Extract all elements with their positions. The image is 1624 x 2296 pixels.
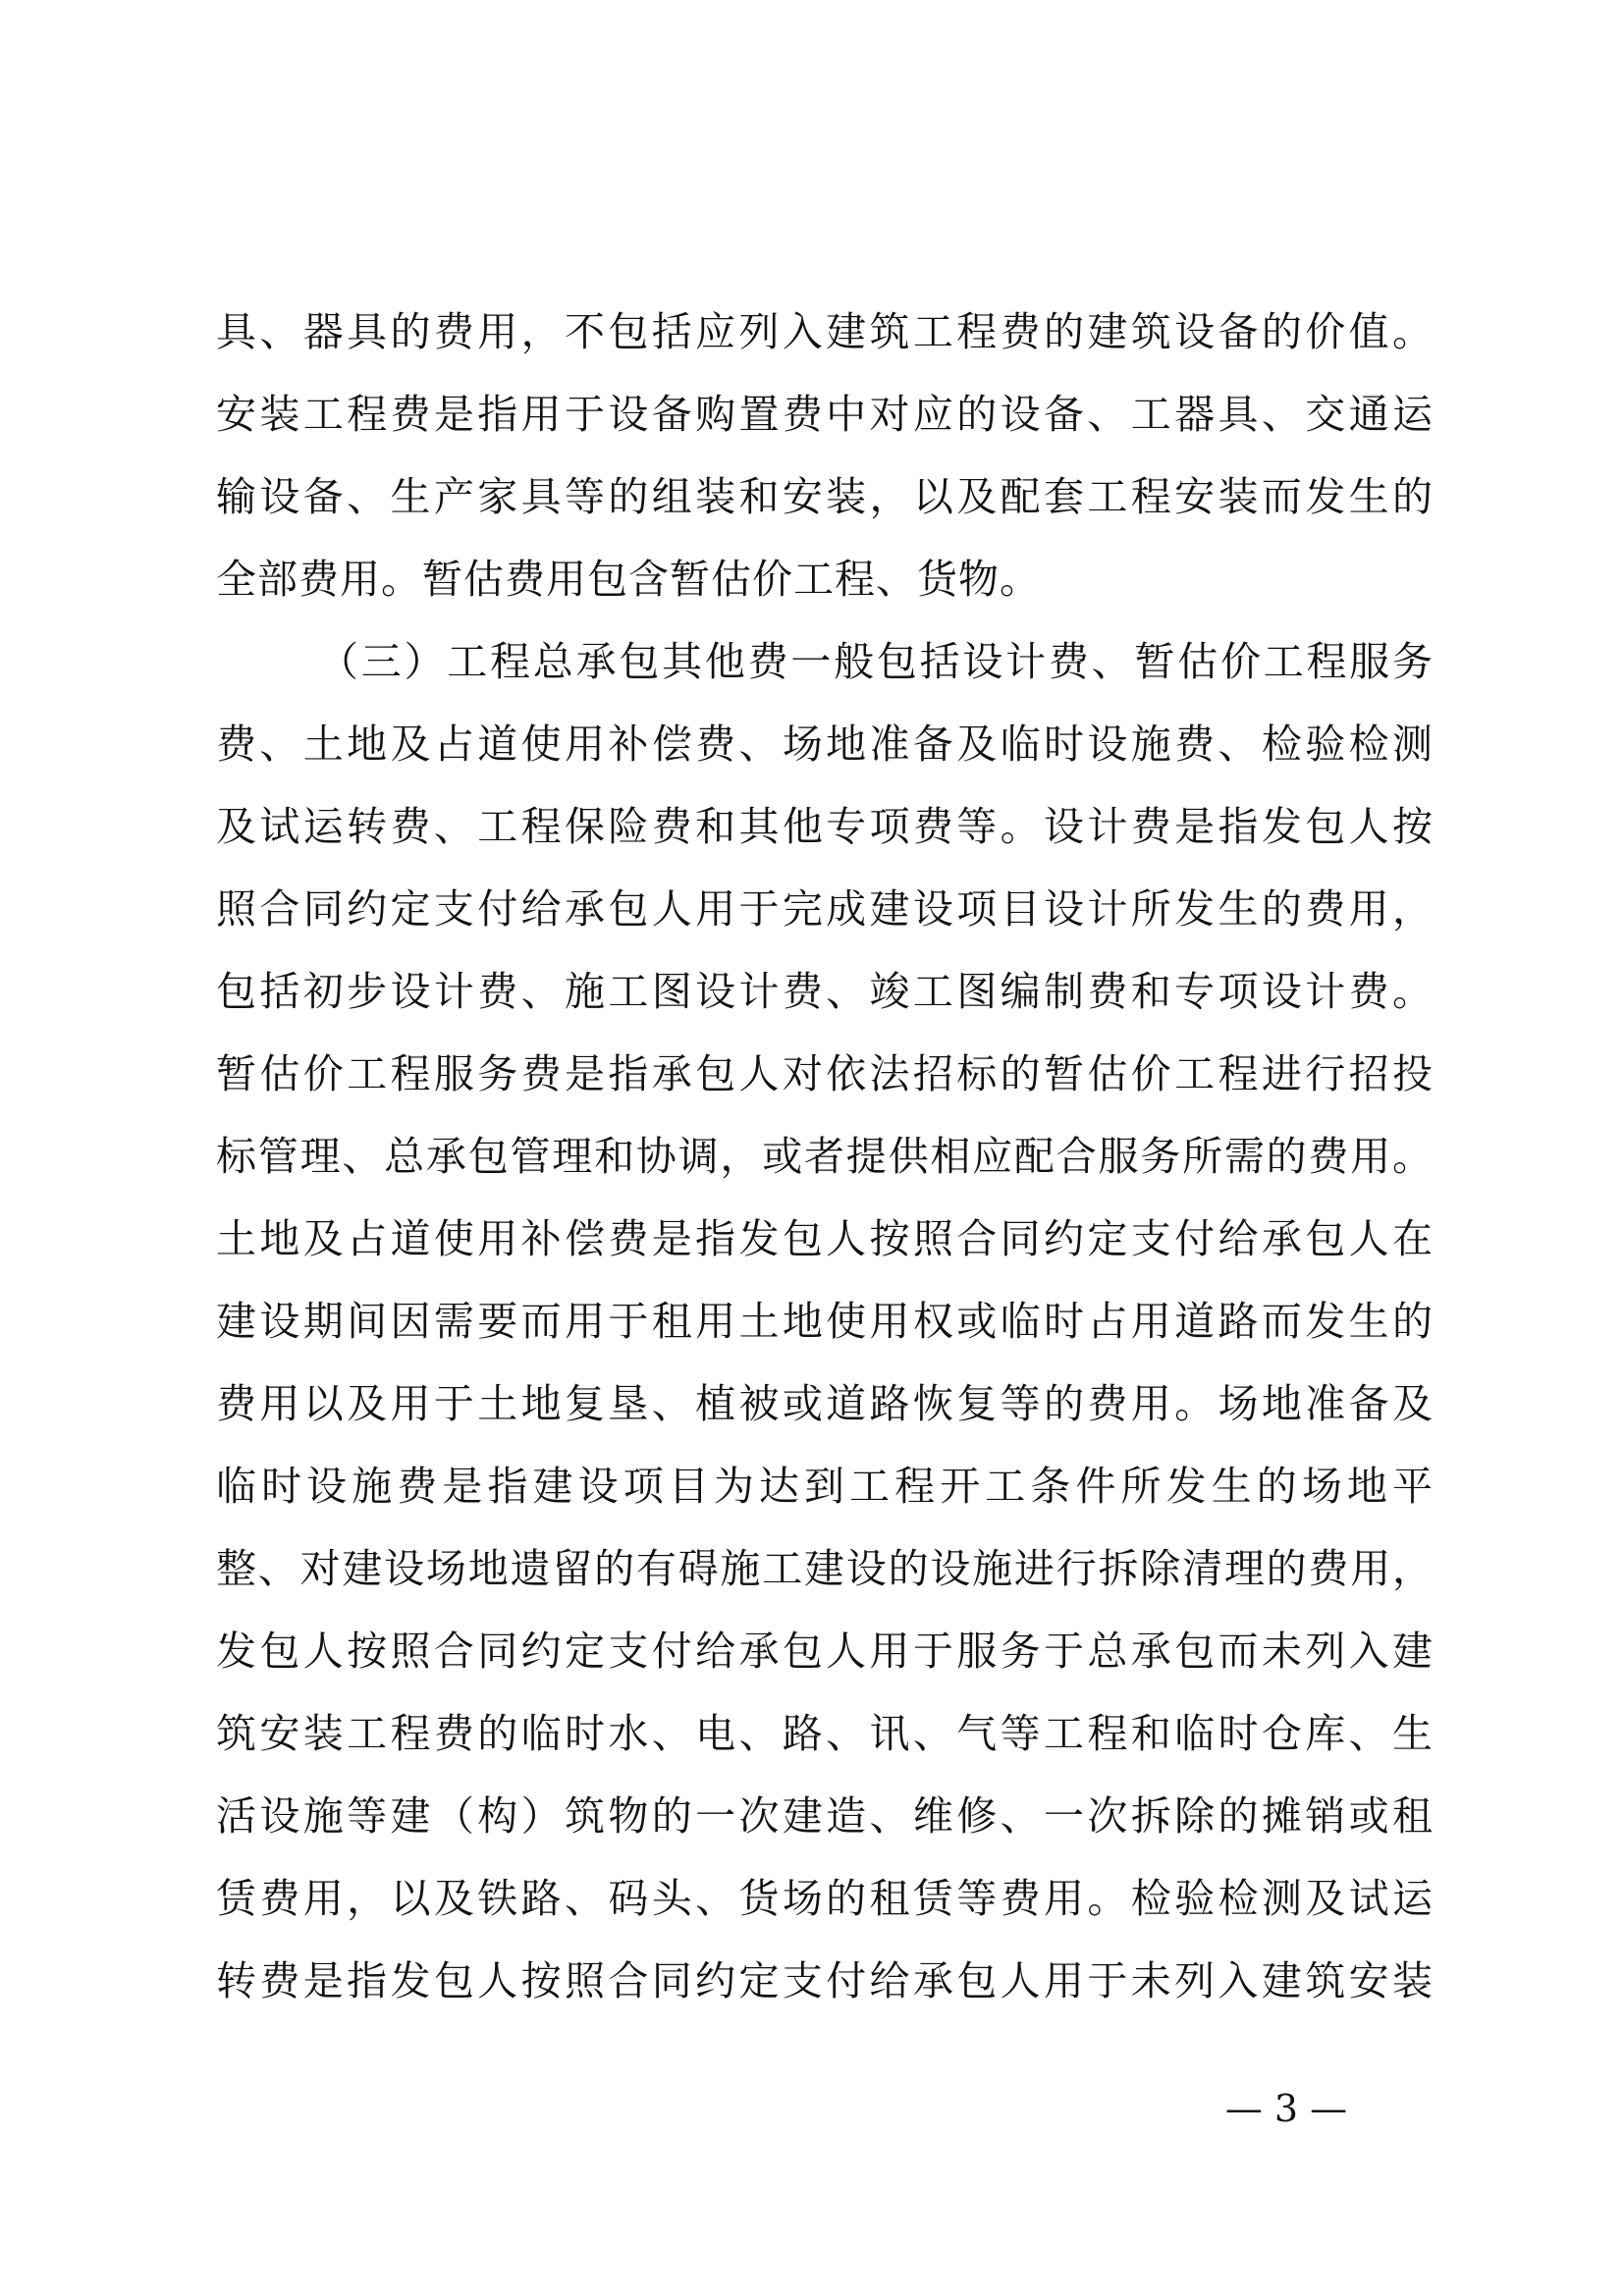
text-line: 安装工程费是指用于设备购置费中对应的设备、工器具、交通运 bbox=[216, 391, 1434, 438]
text-line: 具、器具的费用，不包括应列入建筑工程费的建筑设备的价值。 bbox=[216, 308, 1434, 355]
text-line: 临时设施费是指建设项目为达到工程开工条件所发生的场地平 bbox=[216, 1463, 1434, 1510]
text-line: 费用以及用于土地复垦、植被或道路恢复等的费用。场地准备及 bbox=[216, 1380, 1434, 1427]
text-line: 费、土地及占道使用补偿费、场地准备及临时设施费、检验检测 bbox=[216, 721, 1434, 768]
page-number: — 3 — bbox=[1224, 2087, 1348, 2130]
text-line: 整、对建设场地遗留的有碍施工建设的设施进行拆除清理的费用， bbox=[216, 1545, 1434, 1592]
text-line: 建设期间因需要而用于租用土地使用权或临时占用道路而发生的 bbox=[216, 1298, 1434, 1345]
text-line: 活设施等建（构）筑物的一次建造、维修、一次拆除的摊销或租 bbox=[216, 1792, 1434, 1840]
text-line: 全部费用。暂估费用包含暂估价工程、货物。 bbox=[216, 556, 1041, 603]
text-line: 输设备、生产家具等的组装和安装，以及配套工程安装而发生的 bbox=[216, 473, 1434, 520]
text-line: 转费是指发包人按照合同约定支付给承包人用于未列入建筑安装 bbox=[216, 1957, 1434, 2004]
text-line: 赁费用，以及铁路、码头、货场的租赁等费用。检验检测及试运 bbox=[216, 1875, 1434, 1922]
text-line: 暂估价工程服务费是指承包人对依法招标的暂估价工程进行招投 bbox=[216, 1050, 1434, 1097]
text-line: 土地及占道使用补偿费是指发包人按照合同约定支付给承包人在 bbox=[216, 1215, 1434, 1262]
text-line: 发包人按照合同约定支付给承包人用于服务于总承包而未列入建 bbox=[216, 1628, 1434, 1675]
text-line: 及试运转费、工程保险费和其他专项费等。设计费是指发包人按 bbox=[216, 803, 1434, 850]
text-line: 照合同约定支付给承包人用于完成建设项目设计所发生的费用， bbox=[216, 885, 1434, 933]
text-line: 筑安装工程费的临时水、电、路、讯、气等工程和临时仓库、生 bbox=[216, 1710, 1434, 1757]
body-text bbox=[216, 291, 1434, 2022]
text-line: 包括初步设计费、施工图设计费、竣工图编制费和专项设计费。 bbox=[216, 968, 1434, 1015]
text-line: 标管理、总承包管理和协调，或者提供相应配合服务所需的费用。 bbox=[216, 1133, 1434, 1180]
section-heading-line: （三）工程总承包其他费一般包括设计费、暂估价工程服务 bbox=[318, 638, 1434, 685]
